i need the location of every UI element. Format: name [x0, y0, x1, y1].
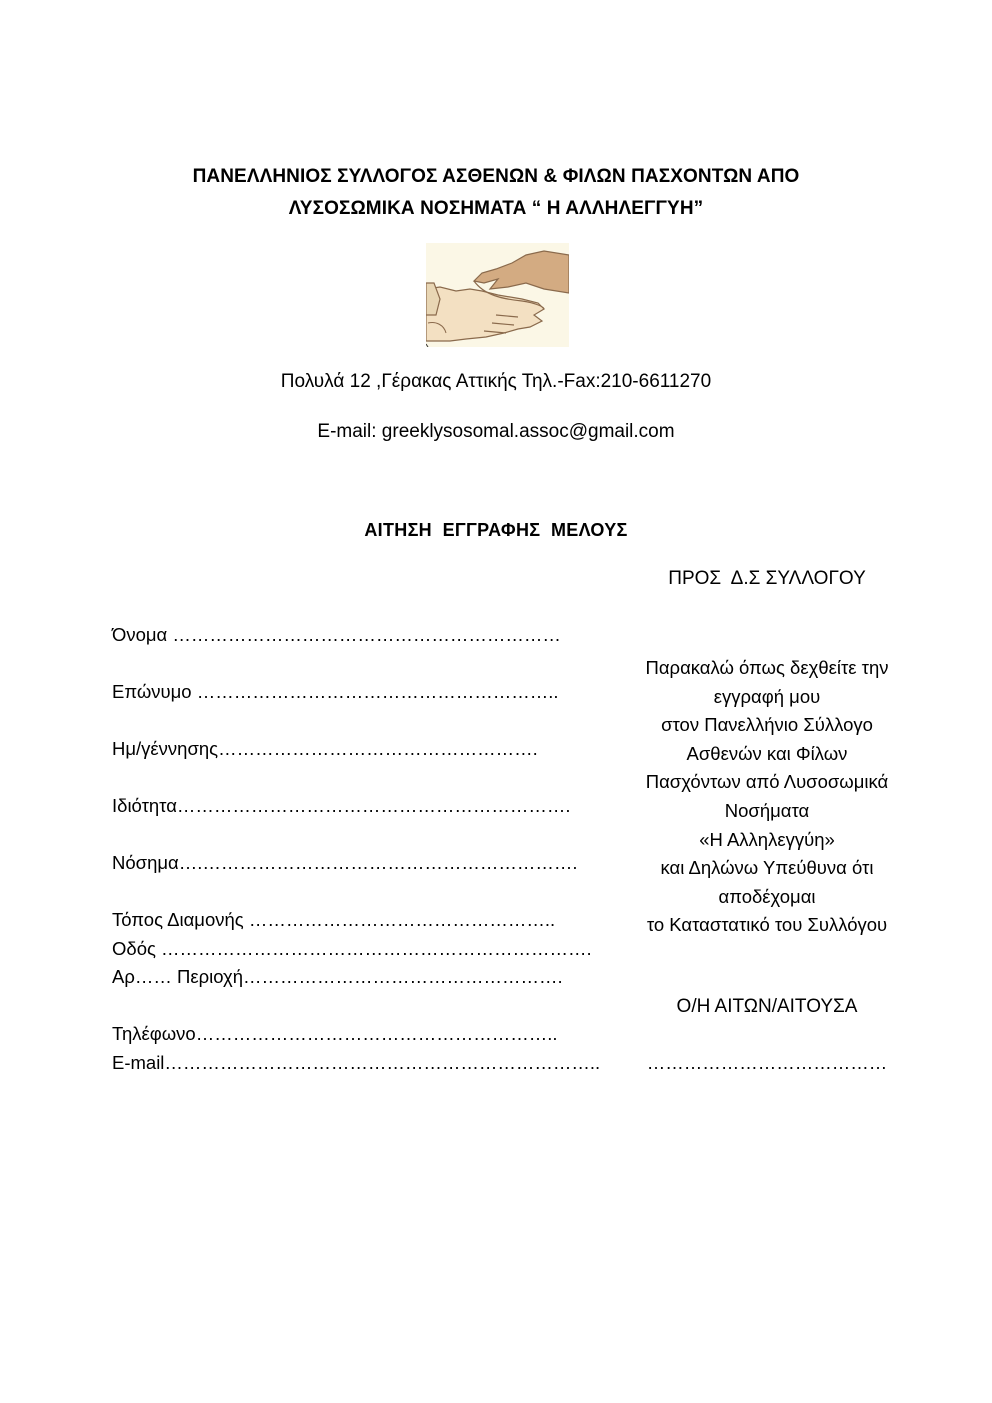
association-address: Πολυλά 12 ,Γέρακας Αττικής Τηλ.-Fax:210-6611270: [280, 371, 712, 392]
field-email[interactable]: E-mail……………………………………………………………..: [112, 1052, 601, 1073]
association-title-line-2: ΛΥΣΟΣΩΜΙΚΑ ΝΟΣΗΜΑΤΑ “ Η ΑΛΛΗΛΕΓΓΥΗ”: [288, 198, 704, 219]
recipient-line: ΠΡΟΣ Δ.Σ ΣΥΛΛΟΓΟΥ: [668, 568, 866, 589]
association-email: E-mail: greeklysosomal.assoc@gmail.com: [317, 421, 675, 442]
handshake-icon: [426, 243, 569, 347]
request-line: στον Πανελλήνιο Σύλλογο: [661, 714, 873, 736]
request-line: Ασθενών και Φίλων: [686, 742, 848, 764]
request-line: εγγραφή μου: [713, 685, 821, 707]
membership-request-text: [614, 654, 920, 940]
request-line: Παρακαλώ όπως δεχθείτε την: [645, 657, 889, 678]
association-title-line-1: ΠΑΝΕΛΛΗΝΙΟΣ ΣΥΛΛΟΓΟΣ ΑΣΘΕΝΩΝ & ΦΙΛΩΝ ΠΑΣΧΟΝΤΩΝ ΑΠΟ: [192, 166, 800, 187]
request-line: Νοσήματα: [724, 799, 810, 821]
field-last-name[interactable]: Επώνυμο …………………………………………………..: [112, 681, 559, 702]
field-number-area[interactable]: Αρ…… Περιοχή…………………………………………….: [112, 966, 563, 987]
request-line: «Η Αλληλεγγύη»: [699, 828, 835, 850]
request-line: αποδέχομαι: [718, 885, 816, 907]
signature-field[interactable]: …………………………………: [646, 1052, 888, 1073]
field-phone[interactable]: Τηλέφωνο…………………………………………………..: [112, 1023, 558, 1044]
request-line: και Δηλώνω Υπεύθυνα ότι: [660, 857, 874, 879]
field-residence[interactable]: Τόπος Διαμονής …………………………………………..: [112, 909, 556, 930]
field-date-of-birth[interactable]: Ημ/γέννησης…………………………………………….: [112, 738, 538, 759]
applicant-label: Ο/Η ΑΙΤΩΝ/ΑΙΤΟΥΣΑ: [676, 996, 858, 1017]
field-street[interactable]: Οδός …………………………………………………………….: [112, 938, 592, 959]
form-heading: ΑΙΤΗΣΗ ΕΓΓΡΑΦΗΣ ΜΕΛΟΥΣ: [364, 520, 628, 540]
field-occupation[interactable]: Ιδιότητα……………………………………………………….: [112, 795, 571, 816]
field-first-name[interactable]: Όνομα ………………………………………………………: [112, 624, 561, 645]
field-disease[interactable]: Νόσημα….…………………………………………………….: [112, 852, 578, 873]
request-line: το Καταστατικό του Συλλόγου: [646, 914, 888, 936]
request-line: Πασχόντων από Λυσοσωμικά: [645, 771, 889, 793]
